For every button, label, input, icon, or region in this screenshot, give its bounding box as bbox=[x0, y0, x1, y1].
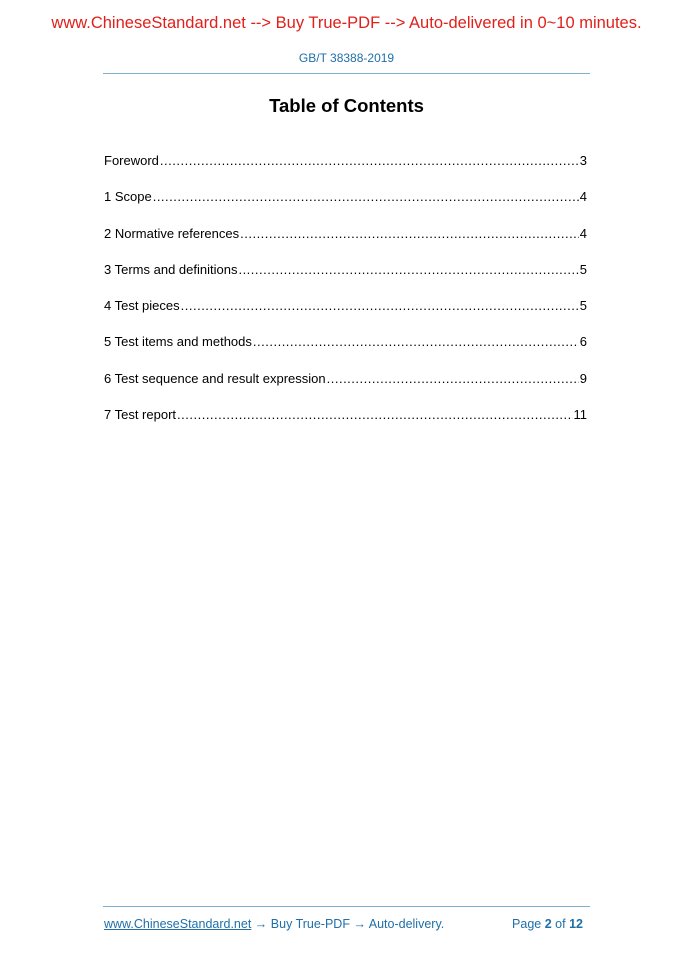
toc-entry-page: 4 bbox=[579, 189, 587, 205]
toc-entry-label: 4 Test pieces bbox=[104, 298, 180, 314]
footer-promo bbox=[104, 917, 444, 931]
toc-dot-leader bbox=[153, 189, 579, 205]
toc-entry-test-sequence[interactable] bbox=[104, 371, 587, 407]
header-divider bbox=[103, 73, 590, 74]
toc-entry-page: 9 bbox=[579, 370, 587, 386]
toc-dot-leader bbox=[238, 262, 578, 278]
toc-entry-page: 5 bbox=[579, 298, 587, 314]
toc-dot-leader bbox=[181, 298, 579, 314]
footer-site-link[interactable]: www.ChineseStandard.net bbox=[104, 917, 252, 931]
toc-entry-label: 3 Terms and definitions bbox=[104, 261, 238, 277]
toc-entry-normative-references[interactable] bbox=[104, 226, 587, 262]
current-page-number: 2 bbox=[544, 917, 552, 931]
toc-entry-label: 5 Test items and methods bbox=[104, 334, 252, 350]
total-pages-number: 12 bbox=[569, 917, 583, 931]
toc-entry-page: 11 bbox=[573, 407, 587, 423]
toc-entry-label: 1 Scope bbox=[104, 189, 152, 205]
toc-entry-foreword[interactable] bbox=[104, 153, 587, 189]
toc-entry-page: 5 bbox=[579, 261, 587, 277]
toc-entry-page: 3 bbox=[579, 153, 587, 168]
toc-entry-scope[interactable] bbox=[104, 189, 587, 225]
toc-dot-leader bbox=[327, 371, 579, 387]
page-title: Table of Contents bbox=[269, 95, 424, 116]
toc-entry-test-items-methods[interactable] bbox=[104, 334, 587, 370]
footer-divider bbox=[103, 906, 590, 907]
toc-entry-label: 2 Normative references bbox=[104, 225, 240, 241]
footer-delivery-text: Auto-delivery. bbox=[368, 917, 445, 931]
page-indicator bbox=[512, 917, 583, 931]
toc-dot-leader bbox=[253, 334, 579, 350]
toc-dot-leader bbox=[177, 407, 572, 423]
toc-entry-page: 4 bbox=[579, 225, 587, 241]
footer-buy-text: Buy True-PDF bbox=[270, 917, 350, 931]
toc-entry-label: 7 Test report bbox=[104, 407, 177, 423]
toc-dot-leader bbox=[240, 226, 579, 242]
toc-entry-terms-definitions[interactable] bbox=[104, 262, 587, 298]
of-word: of bbox=[555, 917, 566, 931]
arrow-right-icon: → bbox=[254, 917, 268, 931]
document-code: GB/T 38388-2019 bbox=[298, 51, 395, 65]
toc-entry-test-report[interactable] bbox=[104, 407, 587, 443]
toc-entry-test-pieces[interactable] bbox=[104, 298, 587, 334]
toc-entry-label: Foreword bbox=[104, 153, 159, 168]
arrow-right-icon: → bbox=[353, 917, 366, 931]
toc-entry-label: 6 Test sequence and result expression bbox=[104, 370, 326, 386]
promo-banner[interactable]: www.ChineseStandard.net --> Buy True-PDF --> Auto-delivered in 0~10 minutes. bbox=[51, 14, 642, 32]
toc-dot-leader bbox=[160, 153, 579, 169]
table-of-contents bbox=[104, 153, 587, 443]
toc-entry-page: 6 bbox=[579, 334, 587, 350]
page-word: Page bbox=[512, 917, 542, 931]
